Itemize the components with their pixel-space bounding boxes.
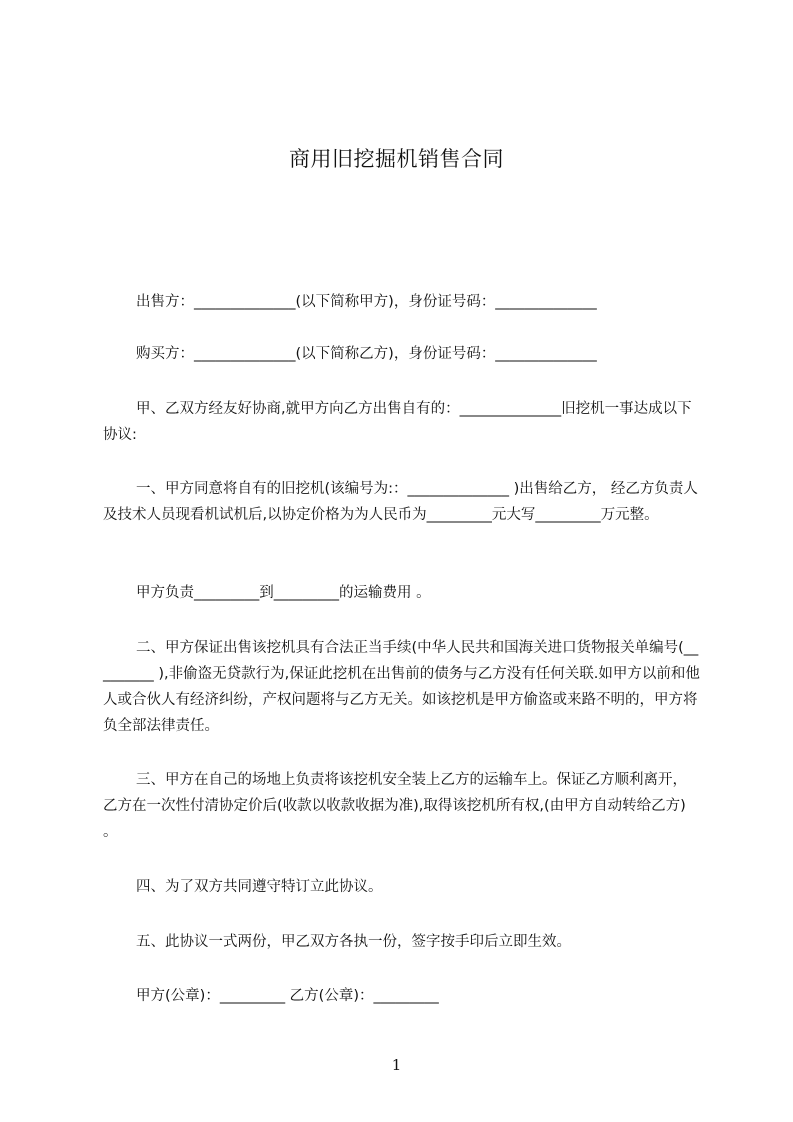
clause-3: 三、甲方在自己的场地上负责将该挖机安全装上乙方的运输车上。保证乙方顺利离开，乙方在一次性付清协定价后(收款以收款收据为准),取得该挖机所有权,(由甲方自动转给乙方) 。: [103, 772, 687, 840]
document-title: 商用旧挖掘机销售合同: [289, 147, 504, 171]
clause-5: 五、此协议一式两份，甲乙双方各执一份，签字按手印后立即生效。: [136, 934, 571, 950]
signature-line: 甲方(公章)：_________ 乙方(公章)：_________: [136, 988, 439, 1004]
clause-4: 四、为了双方共同遵守特订立此协议。: [136, 879, 383, 895]
seller-line: 出售方：______________(以下简称甲方)，身份证号码：______________: [136, 294, 597, 310]
intro-paragraph: 甲、乙双方经友好协商,就甲方向乙方出售自有的：______________旧挖机一事达成以下协议:: [103, 401, 692, 443]
clause-2: 二、甲方保证出售该挖机具有合法正当手续(中华人民共和国海关进口货物报关单编号(_________ ),非偷盗无贷款行为,保证此挖机在出售前的债务与乙方没有任何关联.如甲方以前和他人或合伙人有经济纠纷，产权问题将与乙方无关。如该挖机是甲方偷盗或来路不明的，甲方将负全部法律责任。: [103, 640, 700, 734]
page-number: 1: [391, 1056, 402, 1074]
clause-transport: 甲方负责_________到_________的运输费用 。: [136, 585, 431, 601]
clause-1: 一、甲方同意将自有的旧挖机(该编号为:：______________ )出售给乙方， 经乙方负责人及技术人员现看机试机后,以协定价格为为人民币为_________元大写_________万元整。: [103, 481, 698, 523]
buyer-line: 购买方：______________(以下简称乙方)，身份证号码：______________: [136, 346, 597, 362]
